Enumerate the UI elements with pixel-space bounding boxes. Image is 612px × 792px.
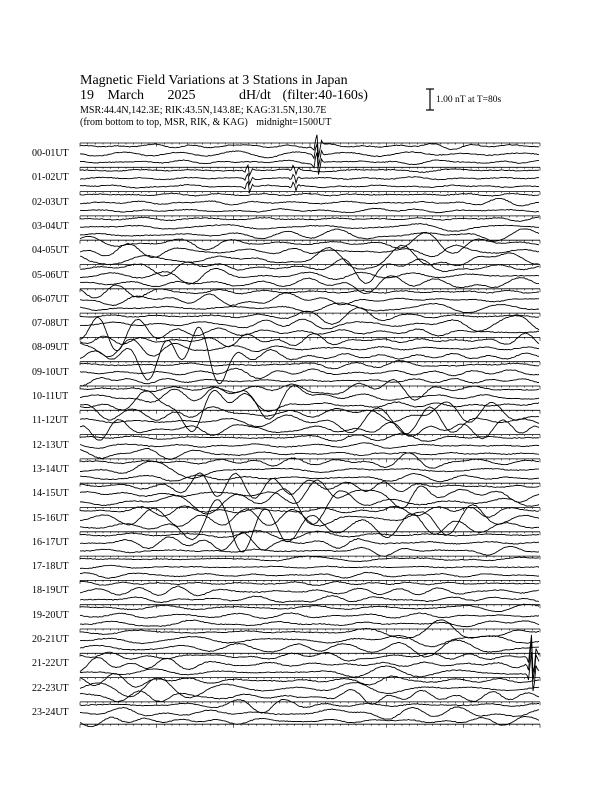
trace-kag: [80, 193, 539, 196]
trace-msr: [80, 620, 539, 627]
trace-rik: [80, 641, 539, 680]
trace-kag: [80, 581, 539, 585]
trace-rik: [80, 707, 539, 719]
trace-rik: [80, 339, 539, 357]
hour-label: 23-24UT: [32, 706, 69, 718]
trace-msr: [80, 208, 539, 213]
trace-msr: [80, 182, 539, 193]
page-title: Magnetic Field Variations at 3 Stations in Japan: [80, 73, 348, 88]
hour-label: 05-06UT: [32, 269, 69, 281]
hour-label: 08-09UT: [32, 342, 69, 354]
hour-label: 19-20UT: [32, 609, 69, 621]
trace-kag: [80, 285, 539, 298]
filter: (filter:40-160s): [282, 88, 368, 103]
trace-kag: [80, 333, 539, 347]
trace-rik: [80, 613, 539, 619]
station-order-note: [80, 118, 331, 128]
trace-msr: [80, 572, 539, 578]
hour-label: 03-04UT: [32, 220, 69, 232]
hour-label: 13-14UT: [32, 463, 69, 475]
trace-msr: [80, 229, 539, 241]
trace-rik: [80, 174, 539, 184]
trace-kag: [80, 673, 539, 687]
station-coordinates: MSR:44.4N,142.3E; RIK:43.5N,143.8E; KAG:31.5N,130.7E: [80, 105, 327, 116]
hour-label: 18-19UT: [32, 585, 69, 597]
hour-label: 02-03UT: [32, 196, 69, 208]
trace-rik: [80, 636, 539, 647]
hour-label: 15-16UT: [32, 512, 69, 524]
date-month: March: [107, 88, 145, 103]
trace-kag: [80, 259, 539, 284]
trace-rik: [80, 224, 539, 232]
trace-rik: [80, 268, 539, 284]
hour-label: 17-18UT: [32, 561, 69, 573]
trace-msr: [80, 489, 539, 525]
quantity: dH/dt: [239, 88, 271, 103]
trace-msr: [80, 596, 539, 603]
trace-msr: [80, 327, 539, 384]
hour-label: 10-11UT: [32, 391, 69, 402]
date-day: 19: [80, 88, 94, 103]
hour-label: 09-10UT: [32, 366, 69, 378]
hour-label: 01-02UT: [32, 172, 69, 184]
trace-rik: [80, 443, 539, 449]
trace-rik: [80, 198, 539, 206]
trace-kag: [80, 165, 539, 175]
hour-label: 20-21UT: [32, 634, 69, 645]
trace-msr: [80, 378, 539, 386]
trace-rik: [80, 368, 539, 378]
trace-msr: [80, 546, 539, 556]
order-note: (from bottom to top, MSR, RIK, & KAG): [80, 117, 248, 128]
scale-label: 1.00 nT at T=80s: [436, 95, 502, 105]
trace-kag: [80, 453, 539, 468]
trace-kag: [80, 308, 539, 325]
hour-label: 16-17UT: [32, 536, 69, 548]
hour-label: 11-12UT: [32, 415, 69, 427]
trace-kag: [80, 217, 539, 222]
hour-label: 12-13UT: [32, 439, 69, 451]
trace-rik: [80, 315, 539, 331]
trace-rik: [80, 586, 539, 596]
hour-label: 06-07UT: [32, 293, 69, 305]
hour-label: 21-22UT: [32, 658, 69, 670]
scale-bar-icon: [426, 89, 434, 110]
hour-label: 00-01UT: [32, 148, 69, 159]
hour-label: 07-08UT: [32, 318, 69, 330]
trace-rik: [80, 565, 539, 568]
date-year: 2025: [167, 88, 196, 103]
midnight-note: midnight=1500UT: [256, 117, 332, 128]
trace-msr: [80, 317, 539, 350]
trace-kag: [80, 699, 539, 713]
date-line: [80, 89, 368, 103]
trace-rik: [80, 293, 539, 306]
trace-msr: [80, 652, 539, 691]
hour-label: 22-23UT: [32, 682, 69, 694]
traces: [80, 135, 539, 727]
trace-msr: [80, 448, 539, 459]
hour-label: 14-15UT: [32, 488, 69, 500]
hour-label: 04-05UT: [32, 245, 69, 257]
